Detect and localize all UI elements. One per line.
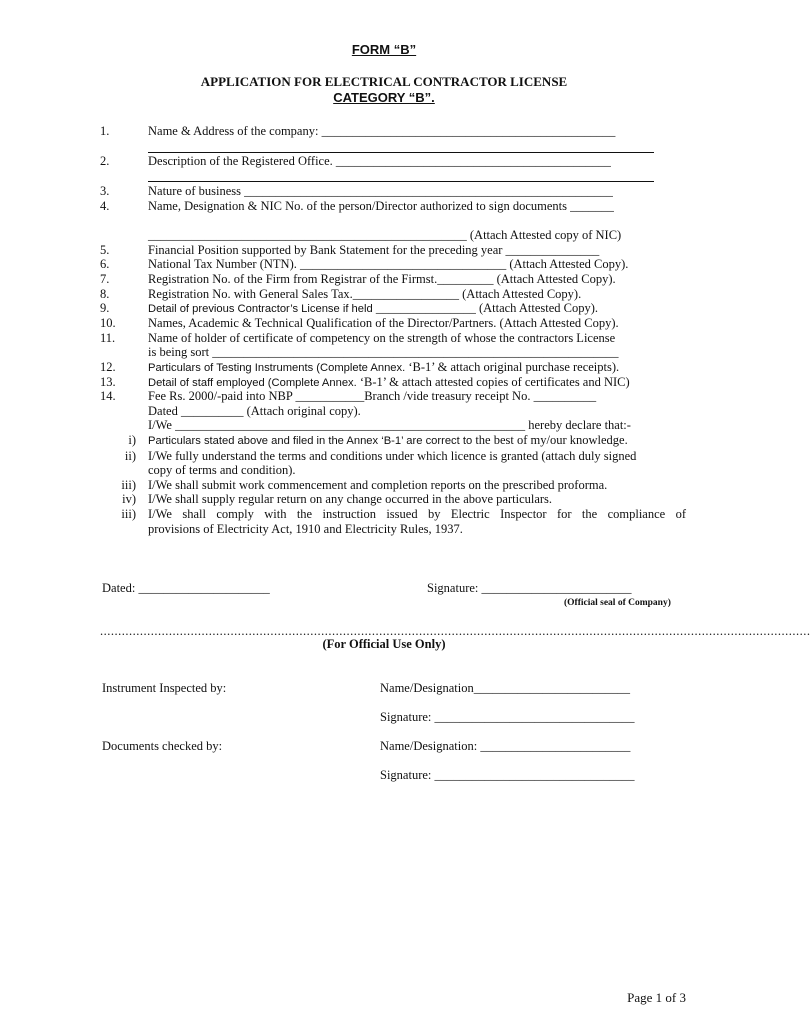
signature-field: Signature: ________________________________ [380,710,635,724]
item-number: 4. [100,199,110,213]
signature-field: Signature: ________________________________ [380,768,635,782]
item-number: 12. [100,360,116,374]
item-number: 14. [100,389,116,403]
item-number: 2. [100,154,110,168]
item-text-sans: Particulars of Testing Instruments (Complete Annex. [148,362,406,374]
declaration-number: iii) [121,507,136,521]
application-title: APPLICATION FOR ELECTRICAL CONTRACTOR LICENSE [200,74,568,89]
item-text: ___________________________________________________ (Attach Attested copy of NIC) [148,228,622,242]
item-text-rest: ________________ (Attach Attested Copy). [372,301,599,315]
official-use-heading: (For Official Use Only) [322,637,446,651]
item-text-sans: Detail of previous Contractor’s License if held [148,303,373,315]
declaration-text: I/We fully understand the terms and conditions under which licence is granted (attach duly signed [148,449,637,463]
declaration-number: ii) [124,449,136,463]
form-title: FORM “B” [351,42,417,57]
item-text-rest: ‘B-1’ & attach attested copies of certificates and NIC) [356,375,630,389]
item-text-sans: Detail of staff employed (Complete Annex. [148,377,357,389]
documents-checked-label: Documents checked by: [102,739,223,753]
declaration-text-rest: the best of my/our knowledge. [472,433,628,447]
name-designation-field: Name/Designation: ________________________ [380,739,631,753]
item-text: is being sort _________________________________________________________________ [148,345,619,359]
item-text: Names, Academic & Technical Qualification of the Director/Partners. (Attach Attested Copy). [148,316,619,330]
item-number: 9. [100,301,110,315]
item-number: 7. [100,272,110,286]
item-number: 11. [100,331,116,345]
declaration-number: i) [128,433,136,447]
item-text: Name, Designation & NIC No. of the person/Director authorized to sign documents _______ [148,199,614,213]
dated-field: Dated: _____________________ [102,581,270,595]
declaration-text-sans: Particulars stated above and filed in the Annex ‘B-1’ are correct to [148,435,473,447]
item-number: 10. [100,316,116,330]
item-text: Registration No. of the Firm from Registrar of the Firmst._________ (Attach Attested Copy). [148,272,616,286]
declaration-text: I/We shall comply with the instruction issued by Electric Inspector for the compliance of [148,507,686,521]
declaration-text: provisions of Electricity Act, 1910 and Electricity Rules, 1937. [148,522,463,536]
item-text: Description of the Registered Office. ____________________________________________ [148,154,611,168]
item-number: 5. [100,243,110,257]
declaration-text: I/We shall submit work commencement and completion reports on the prescribed proforma. [148,478,608,492]
item-text [148,301,598,317]
instrument-inspected-label: Instrument Inspected by: [102,681,227,695]
item-text: National Tax Number (NTN). _________________________________ (Attach Attested Copy). [148,257,629,271]
item-text: I/We ________________________________________________________ hereby declare that:- [148,418,631,432]
dotted-separator: .................................................................................................................................................................................................... [100,624,811,638]
declaration-text: I/We shall supply regular return on any change occurred in the above particulars. [148,492,553,506]
item-number: 3. [100,184,110,198]
item-text: Registration No. with General Sales Tax._________________ (Attach Attested Copy). [148,287,582,301]
item-text [148,360,619,376]
item-text-rest: ‘B-1’ & attach original purchase receipts). [405,360,620,374]
item-number: 13. [100,375,116,389]
declaration-text [148,433,628,449]
declaration-number: iii) [121,478,136,492]
signature-field: Signature: ________________________ [427,581,632,595]
item-text: Dated __________ (Attach original copy). [148,404,361,418]
item-text: Nature of business ___________________________________________________________ [148,184,613,198]
official-seal-label: (Official seal of Company) [564,598,671,608]
item-number: 1. [100,124,110,138]
category-title: CATEGORY “B”. [333,90,435,105]
item-number: 6. [100,257,110,271]
item-text: Financial Position supported by Bank Statement for the preceding year _______________ [148,243,600,257]
item-text: Fee Rs. 2000/-paid into NBP ___________Branch /vide treasury receipt No. __________ [148,389,597,403]
declaration-number: iv) [122,492,136,506]
name-designation-field: Name/Designation_________________________ [380,681,630,695]
page-number: Page 1 of 3 [627,990,686,1005]
item-text: Name & Address of the company: _______________________________________________ [148,124,616,138]
blank-line [148,181,654,182]
item-text: Name of holder of certificate of competency on the strength of whose the contractors License [148,331,616,345]
declaration-text: copy of terms and condition). [148,463,296,477]
blank-line [148,152,654,153]
item-number: 8. [100,287,110,301]
